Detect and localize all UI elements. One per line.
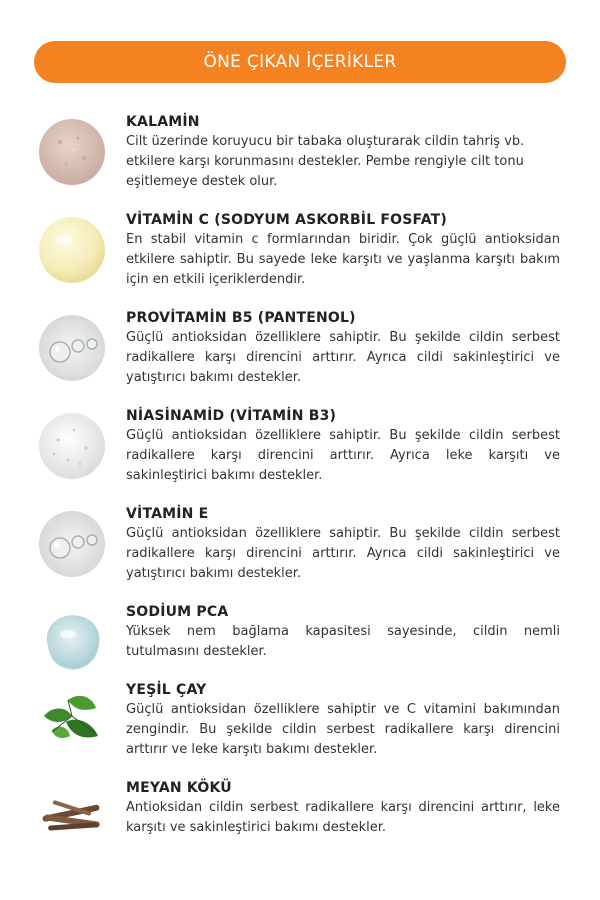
ingredient-title: PROVİTAMİN B5 (PANTENOL): [126, 310, 356, 326]
ingredient-description: Antioksidan cildin serbest radikallere karşı direncini arttırır, leke karşıtı ve sakinleştirici bakımı destekler.: [126, 800, 560, 835]
ingredient-title: YEŞİL ÇAY: [126, 682, 207, 698]
ingredient-description: Güçlü antioksidan özelliklere sahiptir. Bu şekilde cildin serbest radikallere karşı direncini arttırır. Ayrıca cildi sakinleştirici ve yatıştırıcı bakımı destekler.: [126, 526, 560, 581]
vitamin-c-drop-icon: [38, 216, 106, 284]
ingredient-title: KALAMİN: [126, 114, 200, 130]
ingredient-item-sodium-pca: [38, 604, 560, 676]
ingredient-title: MEYAN KÖKÜ: [126, 780, 232, 796]
ingredient-item-provitamin-b5: [38, 310, 560, 388]
ingredient-title: VİTAMİN C (SODYUM ASKORBİL FOSFAT): [126, 212, 448, 228]
ingredient-description: Güçlü antioksidan özelliklere sahiptir. Bu şekilde cildin serbest radikallere karşı direncini arttırır. Ayrıca leke karşıtı ve sakinleştirici bakımı destekler.: [126, 428, 560, 483]
ingredient-description: Cilt üzerinde koruyucu bir tabaka oluşturarak cildin tahriş vb. etkilere karşı korunmasını destekler. Pembe rengiyle cilt tonu eşitlemeye destek olur.: [126, 134, 525, 189]
section-title: ÖNE ÇIKAN İÇERİKLER: [203, 52, 397, 72]
ingredient-description: Güçlü antioksidan özelliklere sahiptir ve C vitamini bakımından zengindir. Bu şekilde cildin serbest radikallere karşı direncini arttırır ve leke karşıtı bakımı destekler.: [126, 702, 560, 757]
gel-blob-icon: [38, 608, 106, 676]
ingredient-title: SODİUM PCA: [126, 604, 229, 620]
ingredient-item-vitamin-c: [38, 212, 560, 290]
ingredient-item-licorice-root: [38, 780, 560, 852]
serum-drops-icon: [38, 314, 106, 382]
section-header: [34, 41, 566, 83]
licorice-root-icon: [38, 784, 106, 852]
calamine-powder-icon: [38, 118, 106, 186]
serum-drops-icon: [38, 510, 106, 578]
white-powder-icon: [38, 412, 106, 480]
ingredient-description: Güçlü antioksidan özelliklere sahiptir. Bu şekilde cildin serbest radikallere karşı direncini arttırır. Ayrıca cildi sakinleştirici ve yatıştırıcı bakımı destekler.: [126, 330, 560, 385]
ingredient-description: En stabil vitamin c formlarından biridir. Çok güçlü antioksidan etkilere sahiptir. Bu sayede leke karşıtı ve yaşlanma karşıtı bakım için en etkili içeriklerdendir.: [126, 232, 560, 287]
ingredient-title: NİASİNAMİD (VİTAMİN B3): [126, 408, 337, 424]
ingredient-item-vitamin-e: [38, 506, 560, 584]
green-tea-leaves-icon: [38, 686, 106, 754]
ingredient-item-niacinamide: [38, 408, 560, 486]
ingredient-item-green-tea: [38, 682, 560, 760]
ingredient-description: Yüksek nem bağlama kapasitesi sayesinde, cildin nemli tutulmasını destekler.: [126, 624, 560, 659]
ingredient-item-calamine: [38, 114, 560, 192]
ingredient-title: VİTAMİN E: [126, 506, 209, 522]
